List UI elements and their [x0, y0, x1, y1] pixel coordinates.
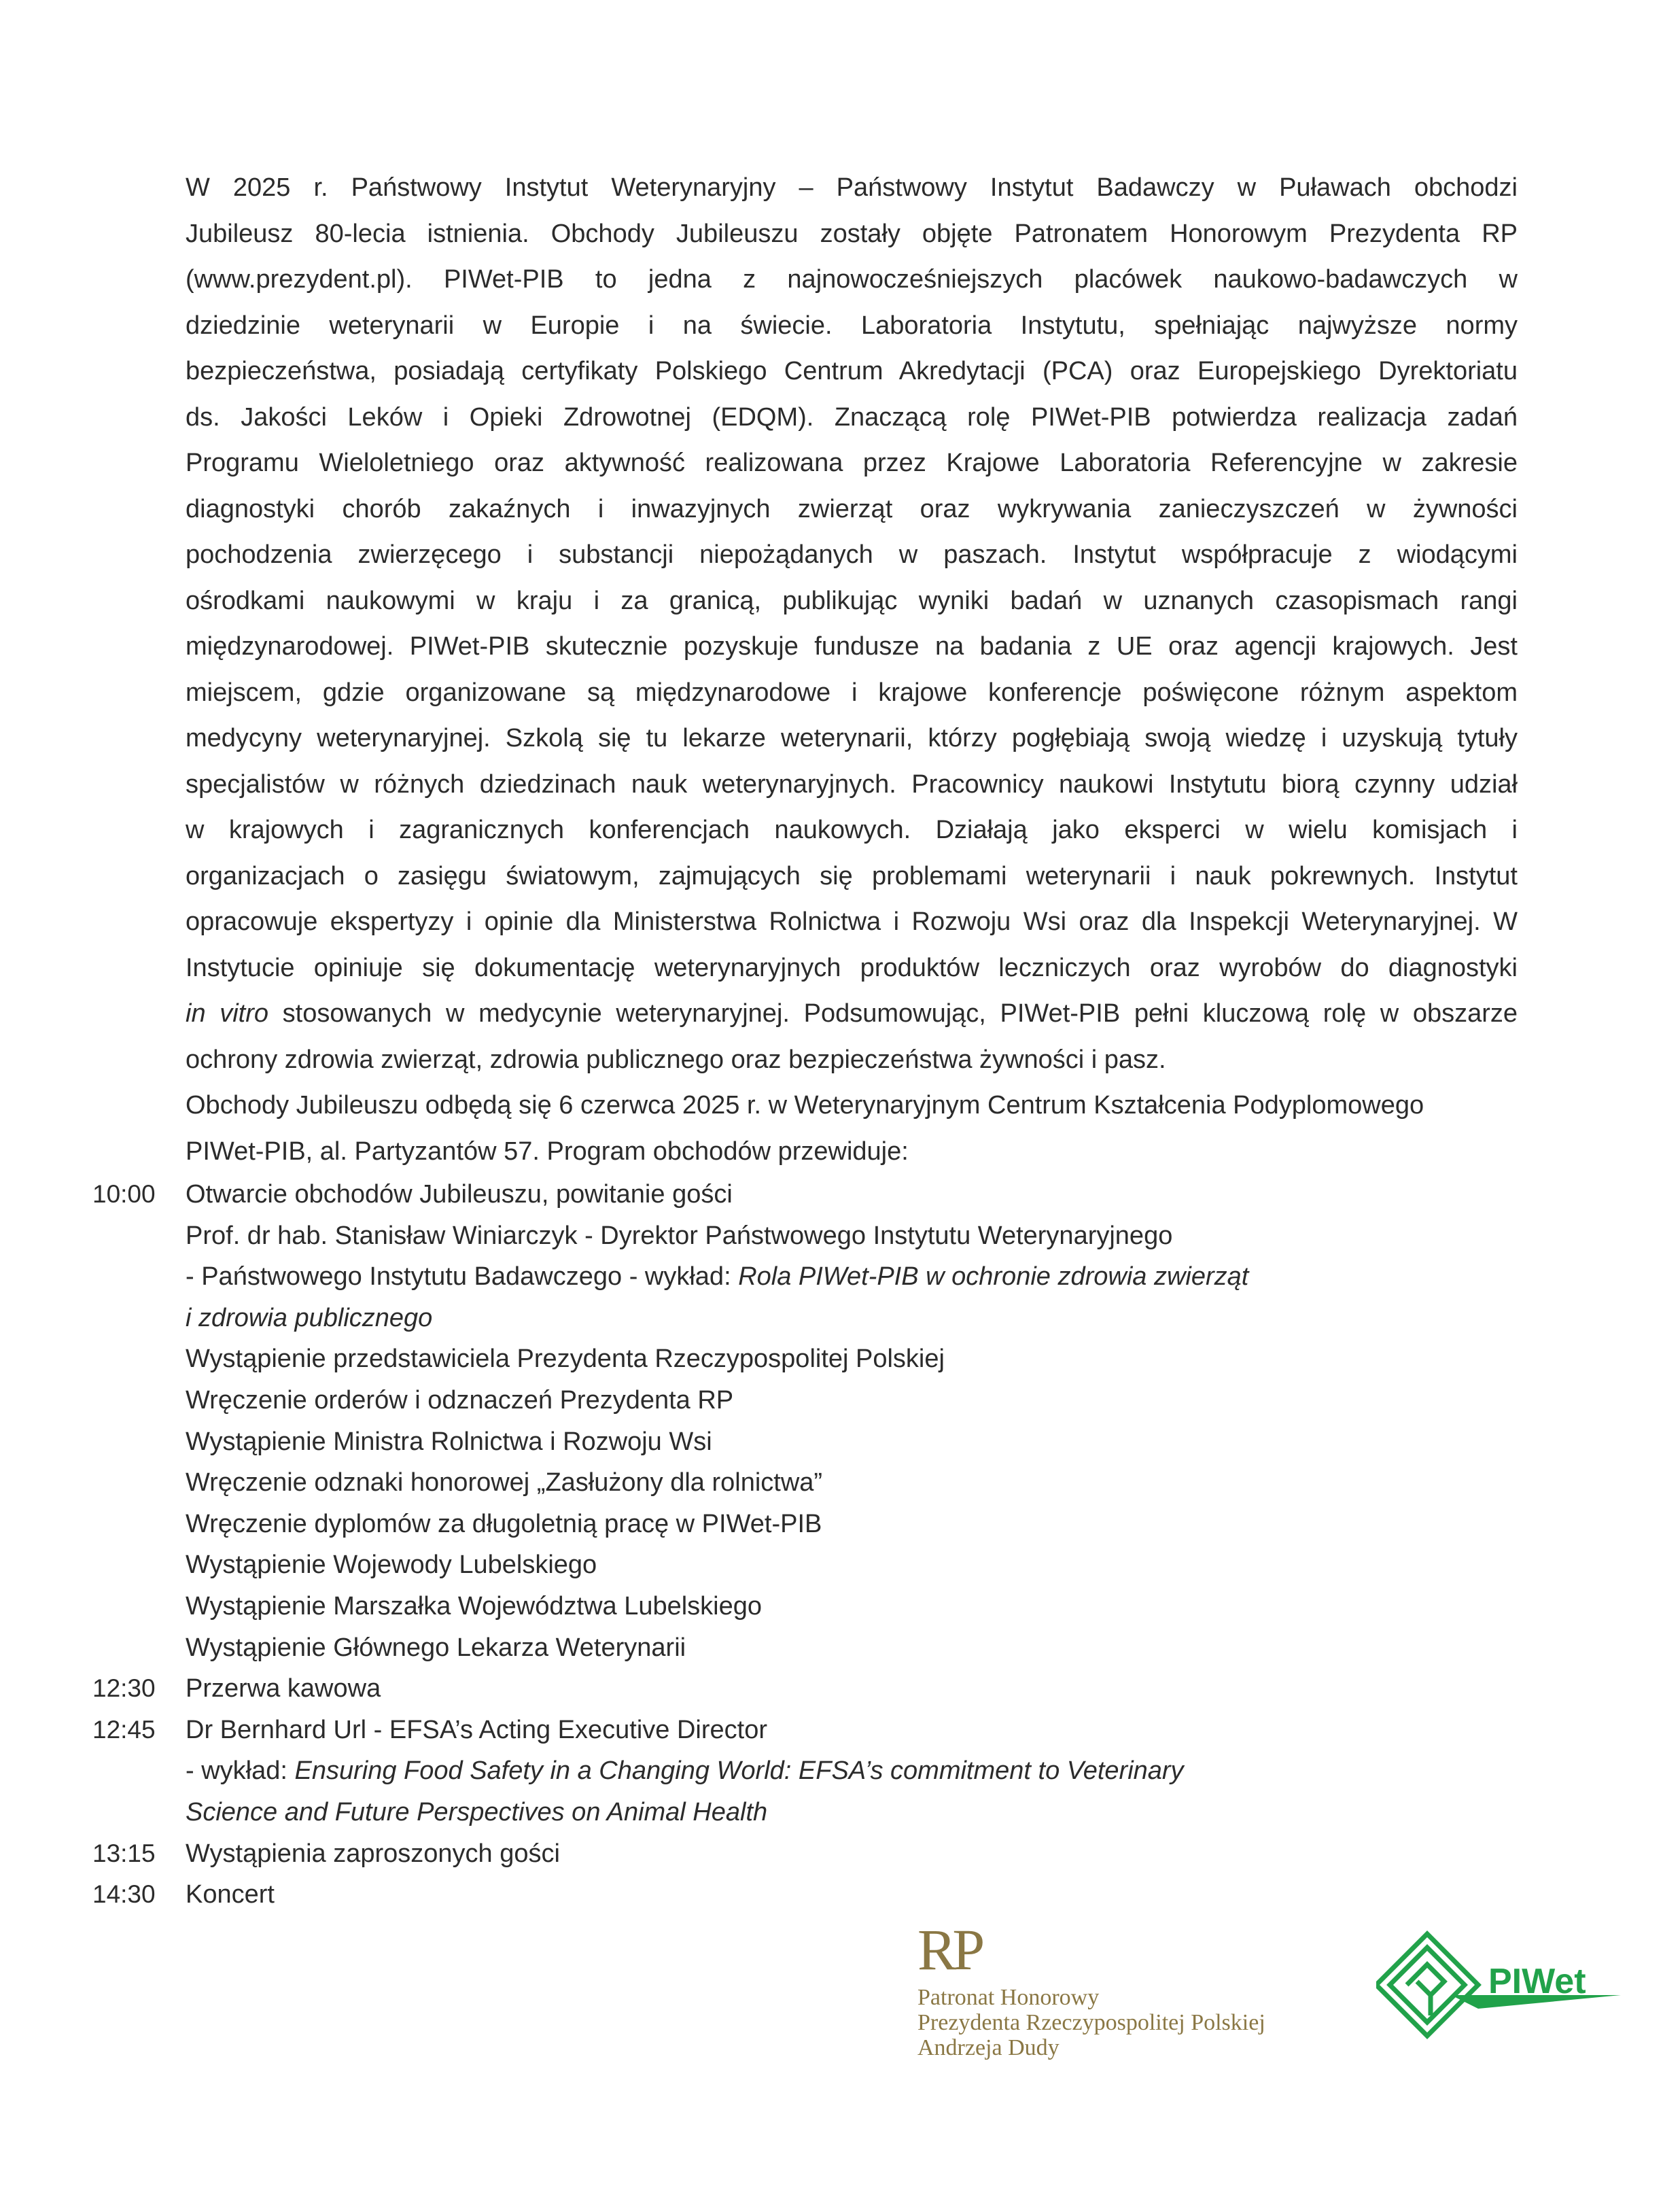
- intro-line: organizacjach o zasięgu światowym, zajmujących się problemami weterynarii i nauk pokrewnych. Instytut: [186, 861, 1518, 890]
- program-row: [0, 1338, 1680, 1380]
- intro-line: opracowuje ekspertyzy i opinie dla Ministerstwa Rolnictwa i Rozwoju Wsi oraz dla Inspekcji Weterynaryjnej. W: [186, 907, 1518, 936]
- intro-line: w krajowych i zagranicznych konferencjach naukowych. Działają jako eksperci w wielu komisjach i: [186, 816, 1518, 844]
- intro-line: międzynarodowej. PIWet-PIB skutecznie pozyskuje fundusze na badania z UE oraz agencji krajowych. Jest: [186, 632, 1518, 661]
- intro-line: PIWet-PIB, al. Partyzantów 57. Program obchodów przewiduje:: [186, 1137, 909, 1166]
- program-row: [0, 1874, 1680, 1916]
- program-item: Prof. dr hab. Stanisław Winiarczyk - Dyrektor Państwowego Instytutu Weterynaryjnego: [186, 1221, 1173, 1250]
- program-row: [0, 1710, 1680, 1751]
- program-item: Dr Bernhard Url - EFSA’s Acting Executive Director: [186, 1715, 767, 1744]
- program-row: [0, 1462, 1680, 1504]
- patronage-line: Prezydenta Rzeczypospolitej Polskiej: [917, 2010, 1265, 2035]
- intro-line: W 2025 r. Państwowy Instytut Weterynaryjny – Państwowy Instytut Badawczy w Puławach obchodzi: [186, 173, 1518, 202]
- intro-line-rest: stosowanych w medycynie weterynaryjnej. Podsumowując, PIWet-PIB pełni kluczową rolę w obszarze: [268, 999, 1518, 1028]
- lecture-title: Rola PIWet-PIB w ochronie zdrowia zwierząt: [738, 1262, 1249, 1292]
- intro-line: (www.prezydent.pl). PIWet-PIB to jedna z najnowocześniejszych placówek naukowo-badawczych w: [186, 265, 1518, 294]
- program-item: Wręczenie dyplomów za długoletnią pracę w PIWet-PIB: [186, 1509, 822, 1538]
- intro-line: [186, 991, 1518, 1037]
- program-row: [0, 1174, 1680, 1215]
- program-row: [0, 1298, 1680, 1339]
- intro-line: dziedzinie weterynarii w Europie i na świecie. Laboratoria Instytutu, spełniając najwyższe normy: [186, 311, 1518, 340]
- patronage-line: Patronat Honorowy: [917, 1985, 1100, 2010]
- piwet-logo: [1376, 1930, 1628, 2046]
- program-schedule: [0, 1174, 1680, 1916]
- intro-line: bezpieczeństwa, posiadają certyfikaty Polskiego Centrum Akredytacji (PCA) oraz Europejskiego Dyrektoriatu: [186, 357, 1518, 385]
- program-row: [0, 1544, 1680, 1586]
- program-item: [186, 1750, 1184, 1792]
- program-row: [0, 1256, 1680, 1298]
- patronage-line: Andrzeja Dudy: [917, 2035, 1060, 2060]
- program-item: Wystąpienie Wojewody Lubelskiego: [186, 1551, 597, 1580]
- program-item: Przerwa kawowa: [186, 1674, 381, 1703]
- intro-line: Obchody Jubileuszu odbędą się 6 czerwca 2025 r. w Weterynaryjnym Centrum Kształcenia Podyplomowego: [186, 1091, 1424, 1120]
- intro-line: Instytucie opiniuje się dokumentację weterynaryjnych produktów leczniczych oraz wyrobów do diagnostyki: [186, 953, 1518, 982]
- program-time: 12:30: [92, 1674, 156, 1703]
- program-row: [0, 1668, 1680, 1710]
- program-item: Wystąpienia zaproszonych gości: [186, 1839, 560, 1868]
- program-item: Otwarcie obchodów Jubileuszu, powitanie gości: [186, 1180, 733, 1209]
- lecture-title: i zdrowia publicznego: [186, 1303, 433, 1332]
- program-row: [0, 1627, 1680, 1669]
- program-item: Wystąpienie Ministra Rolnictwa i Rozwoju Wsi: [186, 1427, 712, 1456]
- program-row: [0, 1833, 1680, 1875]
- program-row: [0, 1586, 1680, 1627]
- piwet-wordmark: PIWet: [1488, 1962, 1586, 2001]
- intro-line: medycyny weterynaryjnej. Szkolą się tu lekarze weterynarii, którzy pogłębiają swoją wiedzę i uzyskują tytuły: [186, 724, 1518, 752]
- intro-line: ochrony zdrowia zwierząt, zdrowia publicznego oraz bezpieczeństwa żywności i pasz.: [186, 1045, 1166, 1074]
- program-item: Wystąpienie Marszałka Województwa Lubelskiego: [186, 1591, 763, 1621]
- program-item: Wręczenie odznaki honorowej „Zasłużony dla rolnictwa”: [186, 1468, 823, 1497]
- intro-line: pochodzenia zwierzęcego i substancji niepożądanych w paszach. Instytut współpracuje z wiodącymi: [186, 540, 1518, 569]
- intro-paragraph: [186, 165, 1518, 1175]
- program-time: 10:00: [92, 1180, 156, 1208]
- program-item: Wystąpienie Głównego Lekarza Weterynarii: [186, 1633, 686, 1662]
- lecture-title: Science and Future Perspectives on Animal Health: [186, 1797, 768, 1826]
- rp-monogram: RP: [917, 1917, 981, 1982]
- program-row: [0, 1504, 1680, 1545]
- program-time: 13:15: [92, 1839, 156, 1867]
- intro-line: Jubileusz 80-lecia istnienia. Obchody Jubileuszu zostały objęte Patronatem Honorowym Prezydenta RP: [186, 219, 1518, 248]
- program-time: 12:45: [92, 1715, 156, 1744]
- intro-line: ds. Jakości Leków i Opieki Zdrowotnej (EDQM). Znaczącą rolę PIWet-PIB potwierdza realizacja zadań: [186, 402, 1518, 432]
- intro-line: specjalistów w różnych dziedzinach nauk weterynaryjnych. Pracownicy naukowi Instytutu biorą czynny udział: [186, 769, 1518, 799]
- program-row: [0, 1421, 1680, 1463]
- program-row: [0, 1750, 1680, 1792]
- intro-line: diagnostyki chorób zakaźnych i inwazyjnych zwierząt oraz wykrywania zanieczyszczeń w żywności: [186, 494, 1518, 523]
- intro-line: Programu Wieloletniego oraz aktywność realizowana przez Krajowe Laboratoria Referencyjne w zakresie: [186, 449, 1518, 477]
- program-item: Wystąpienie przedstawiciela Prezydenta Rzeczypospolitej Polskiej: [186, 1345, 945, 1374]
- lecture-prefix: - Państwowego Instytutu Badawczego - wykład:: [186, 1262, 739, 1292]
- lecture-title: Ensuring Food Safety in a Changing World: EFSA’s commitment to Veterinary: [294, 1756, 1184, 1786]
- program-row: [0, 1215, 1680, 1257]
- intro-italic-term: in vitro: [186, 999, 269, 1028]
- program-time: 14:30: [92, 1880, 156, 1909]
- program-item: [186, 1256, 1248, 1298]
- program-item: Wręczenie orderów i odznaczeń Prezydenta RP: [186, 1385, 734, 1415]
- intro-line: miejscem, gdzie organizowane są międzynarodowe i krajowe konferencje poświęcone różnym aspektom: [186, 678, 1518, 707]
- program-row: [0, 1792, 1680, 1833]
- presidential-patronage-logo: [917, 1917, 1325, 2060]
- program-row: [0, 1380, 1680, 1421]
- program-item: Koncert: [186, 1880, 275, 1909]
- intro-line: ośrodkami naukowymi w kraju i za granicą, publikując wyniki badań w uznanych czasopismach rangi: [186, 586, 1518, 615]
- lecture-prefix: - wykład:: [186, 1756, 295, 1786]
